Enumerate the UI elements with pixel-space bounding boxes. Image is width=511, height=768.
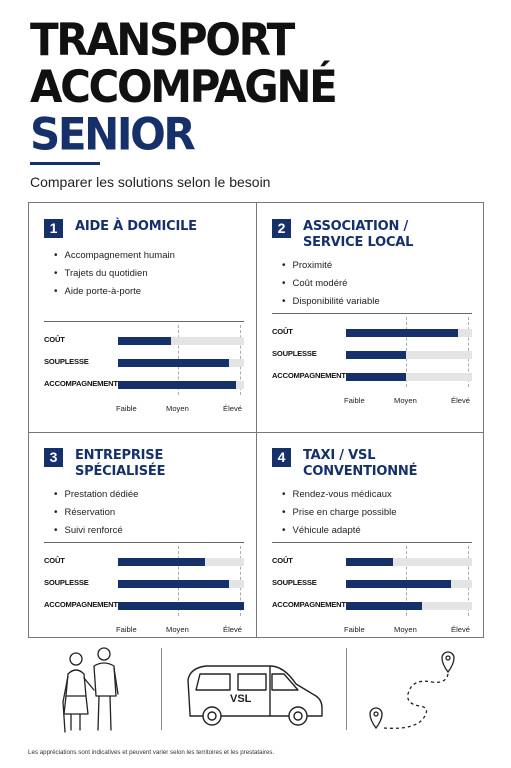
chart-bar-track [346, 351, 472, 359]
van-label: VSL [230, 693, 252, 705]
chart-row-label: ACCOMPAGNEMENT [44, 600, 118, 609]
chart-bar [118, 602, 244, 610]
chart-tick-low: Faible [116, 404, 137, 413]
chart-tick-low: Faible [344, 625, 365, 634]
card-number: 2 [272, 219, 291, 238]
card-bullet-list [282, 488, 397, 542]
chart-top-rule [44, 321, 244, 322]
chart-bar [346, 602, 422, 610]
chart-tick-mid: Moyen [394, 625, 417, 634]
chart-row-label: COÛT [272, 556, 293, 565]
card-number: 3 [44, 448, 63, 467]
card-bullet: • Proximité [282, 259, 380, 277]
chart-bar-track [118, 381, 244, 389]
chart-tick-mid: Moyen [394, 396, 417, 405]
card-title-line: CONVENTIONNÉ [303, 464, 418, 479]
card-title-line: ASSOCIATION / [303, 219, 408, 234]
chart-bar [346, 558, 393, 566]
card-bullet: • Véhicule adapté [282, 524, 397, 542]
chart-row-label: COÛT [44, 335, 65, 344]
card-title-line: TAXI / VSL [303, 448, 376, 463]
card-number: 1 [44, 219, 63, 238]
title-line-3: SENIOR [30, 108, 194, 160]
page-title [30, 13, 336, 160]
chart-bar-track [118, 337, 244, 345]
chart-row-label: ACCOMPAGNEMENT [272, 371, 346, 380]
chart-bar [346, 580, 451, 588]
chart-row-label: SOUPLESSE [44, 578, 89, 587]
footnote: Les appréciations sont indicatives et peuvent varier selon les territoires et les prestataires. [28, 749, 275, 756]
chart-tick-high: Élevé [223, 404, 242, 413]
card-title-line: ENTREPRISE [75, 448, 164, 463]
card-bullet-list [54, 249, 175, 303]
chart-bar [346, 351, 406, 359]
chart-bar [118, 580, 229, 588]
chart-tick-low: Faible [116, 625, 137, 634]
grid-divider-vertical [256, 203, 257, 637]
card-bullet-list [54, 488, 138, 542]
chart-bar [118, 337, 171, 345]
card-title-line: AIDE À DOMICILE [75, 219, 197, 234]
chart-row-label: ACCOMPAGNEMENT [272, 600, 346, 609]
card-title-line: SPÉCIALISÉE [75, 464, 166, 479]
chart-bar-track [346, 558, 472, 566]
chart-bar [118, 381, 236, 389]
grid-divider-horizontal [29, 432, 483, 433]
card-bullet: • Trajets du quotidien [54, 267, 175, 285]
chart-bar-track [118, 558, 244, 566]
card-bullet: • Accompagnement humain [54, 249, 175, 267]
chart-row-label: SOUPLESSE [272, 349, 317, 358]
chart-bar-track [118, 359, 244, 367]
card-title-line: SERVICE LOCAL [303, 235, 414, 250]
chart-bar-track [346, 329, 472, 337]
chart-bar-track [346, 580, 472, 588]
title-line-1: TRANSPORT [30, 13, 293, 66]
card-title [75, 219, 197, 235]
chart-tick-low: Faible [344, 396, 365, 405]
chart-bar [346, 373, 406, 381]
card-bullet-list [282, 259, 380, 313]
chart-top-rule [272, 313, 472, 314]
route-pin-icon [362, 644, 462, 736]
illustration-separator [161, 648, 162, 730]
van-icon [180, 644, 330, 736]
card-title [303, 448, 417, 480]
chart-row-label: COÛT [272, 327, 293, 336]
chart-top-rule [272, 542, 472, 543]
chart-bar-track [118, 580, 244, 588]
card-title [303, 219, 413, 251]
chart-bar-track [118, 602, 244, 610]
page-subtitle: Comparer les solutions selon le besoin [30, 174, 271, 190]
card-bullet: • Prestation dédiée [54, 488, 138, 506]
card-bullet: • Aide porte-à-porte [54, 285, 175, 303]
card-bullet: • Rendez-vous médicaux [282, 488, 397, 506]
chart-bar [118, 359, 229, 367]
chart-row-label: SOUPLESSE [44, 357, 89, 366]
title-line-2: ACCOMPAGNÉ [30, 61, 336, 113]
chart-row-label: COÛT [44, 556, 65, 565]
chart-tick-high: Élevé [451, 625, 470, 634]
card-bullet: • Disponibilité variable [282, 295, 380, 313]
chart-tick-high: Élevé [451, 396, 470, 405]
chart-tick-high: Élevé [223, 625, 242, 634]
chart-top-rule [44, 542, 244, 543]
card-title [75, 448, 165, 480]
card-number: 4 [272, 448, 291, 467]
chart-bar-track [346, 373, 472, 381]
card-bullet: • Coût modéré [282, 277, 380, 295]
elderly-couple-icon [56, 644, 126, 736]
card-bullet: • Prise en charge possible [282, 506, 397, 524]
card-bullet: • Suivi renforcé [54, 524, 138, 542]
chart-bar-track [346, 602, 472, 610]
title-accent-rule [30, 162, 100, 165]
chart-tick-mid: Moyen [166, 625, 189, 634]
chart-tick-mid: Moyen [166, 404, 189, 413]
chart-bar [346, 329, 458, 337]
illustration-separator [346, 648, 347, 730]
chart-bar [118, 558, 205, 566]
chart-row-label: SOUPLESSE [272, 578, 317, 587]
chart-row-label: ACCOMPAGNEMENT [44, 379, 118, 388]
card-bullet: • Réservation [54, 506, 138, 524]
